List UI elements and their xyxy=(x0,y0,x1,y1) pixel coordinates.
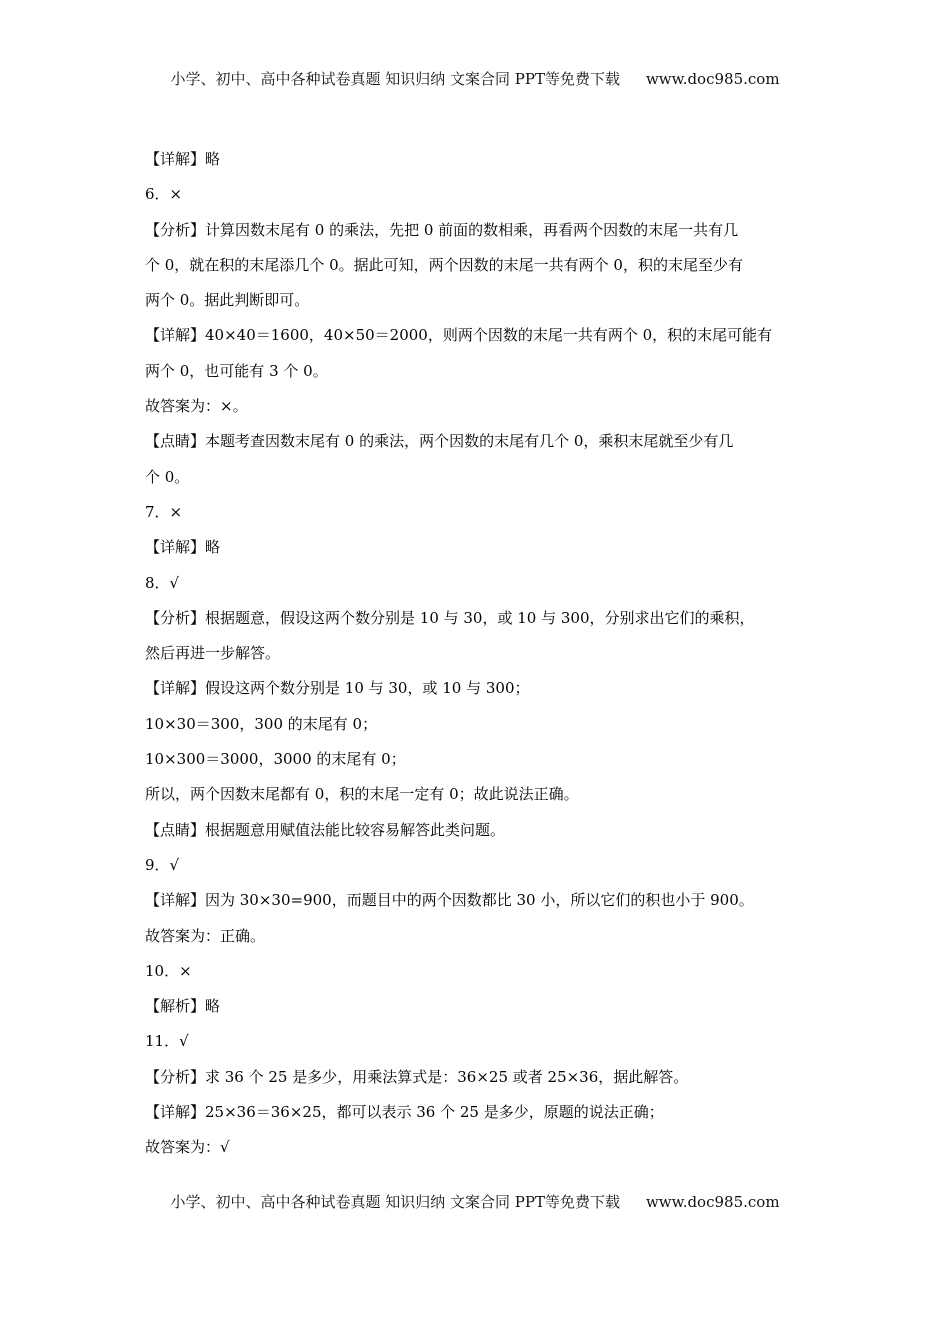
text-line: 所以，两个因数末尾都有 0，积的末尾一定有 0；故此说法正确。 xyxy=(145,785,579,804)
text-line: 【点睛】本题考查因数末尾有 0 的乘法，两个因数的末尾有几个 0，乘积末尾就至少有几 xyxy=(145,432,734,451)
text-line: 【分析】根据题意，假设这两个数分别是 10 与 30，或 10 与 300，分别求出它们的乘积， xyxy=(145,608,755,627)
text-line: 【详解】略 xyxy=(145,150,221,168)
text-line: 两个 0。据此判断即可。 xyxy=(145,291,310,310)
text-line: 【详解】25×36＝36×25，都可以表示 36 个 25 是多少，原题的说法正确； xyxy=(145,1103,664,1122)
text-line: 【点睛】根据题意用赋值法能比较容易解答此类问题。 xyxy=(145,820,506,839)
footer-text: 小学、初中、高中各种试卷真题 知识归纳 文案合同 PPT等免费下载 xyxy=(170,1193,620,1211)
text-line: 个 0。 xyxy=(145,467,190,486)
document-body xyxy=(145,142,810,1166)
page-header xyxy=(0,68,950,89)
header-site-link[interactable]: www.doc985.com xyxy=(645,70,780,88)
text-line: 个 0，就在积的末尾添几个 0。据此可知，两个因数的末尾一共有两个 0，积的末尾至少有 xyxy=(145,255,743,274)
text-line: 【分析】计算因数末尾有 0 的乘法，先把 0 前面的数相乘，再看两个因数的末尾一共有几 xyxy=(145,220,739,239)
text-line: 10×30＝300，300 的末尾有 0； xyxy=(145,714,378,733)
header-text: 小学、初中、高中各种试卷真题 知识归纳 文案合同 PPT等免费下载 xyxy=(170,70,620,88)
text-line: 7．× xyxy=(145,502,183,521)
text-line: 【详解】40×40＝1600，40×50＝2000，则两个因数的末尾一共有两个 0，积的末尾可能有 xyxy=(145,326,773,345)
text-line: 【详解】因为 30×30=900，而题目中的两个因数都比 30 小，所以它们的积也小于 900。 xyxy=(145,891,754,910)
text-line: 10×300＝3000，3000 的末尾有 0； xyxy=(145,750,406,769)
text-line: 两个 0，也可能有 3 个 0。 xyxy=(145,361,328,380)
text-line: 8．√ xyxy=(145,573,180,592)
text-line: 11．√ xyxy=(145,1032,189,1051)
text-line: 9．√ xyxy=(145,855,180,874)
text-line: 【分析】求 36 个 25 是多少，用乘法算式是：36×25 或者 25×36，据此解答。 xyxy=(145,1067,689,1086)
text-line: 故答案为：√ xyxy=(145,1138,230,1157)
text-line: 然后再进一步解答。 xyxy=(145,644,281,663)
text-line: 【详解】假设这两个数分别是 10 与 30，或 10 与 300； xyxy=(145,679,530,698)
text-line: 6．× xyxy=(145,185,183,204)
text-line: 10．× xyxy=(145,961,192,980)
page-footer xyxy=(0,1191,950,1212)
text-line: 【解析】略 xyxy=(145,997,221,1016)
text-line: 故答案为：正确。 xyxy=(145,926,266,945)
footer-site-link[interactable]: www.doc985.com xyxy=(645,1193,780,1211)
text-line: 【详解】略 xyxy=(145,538,221,557)
text-line: 故答案为：×。 xyxy=(145,397,248,416)
